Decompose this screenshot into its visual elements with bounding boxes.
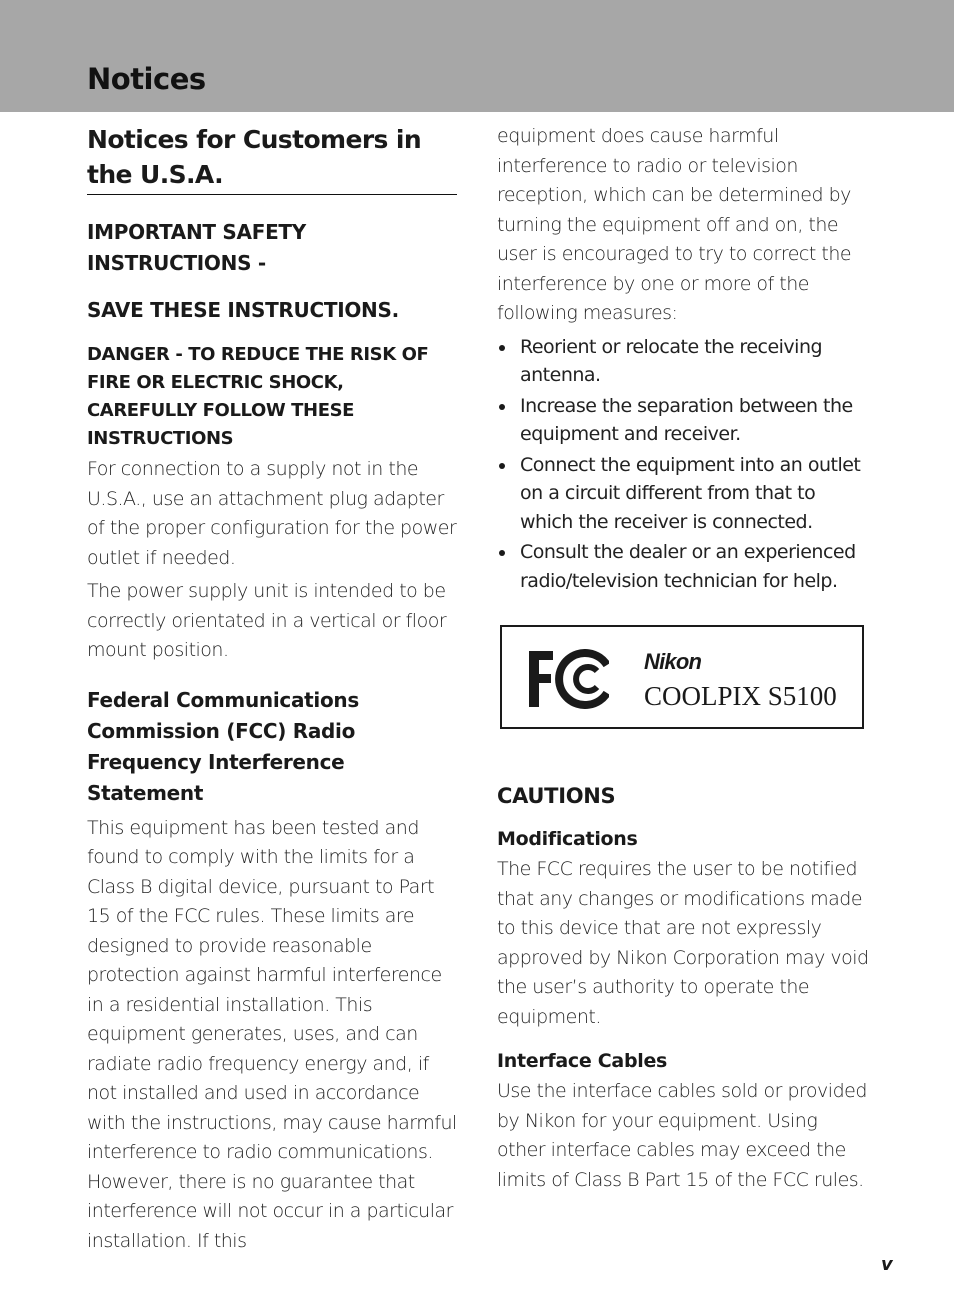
bullet-icon [499, 463, 505, 469]
danger-heading: DANGER - TO REDUCE THE RISK OF FIRE OR ELECTRIC SHOCK, CAREFULLY FOLLOW THESE INSTRUCTIONS [87, 344, 429, 449]
page-title: Notices [87, 62, 206, 96]
brand-logo: Nikon [644, 649, 702, 674]
modifications-heading: Modifications [497, 828, 638, 850]
interface-cables-heading: Interface Cables [497, 1050, 668, 1072]
bullet-icon [499, 550, 505, 556]
save-heading: SAVE THESE INSTRUCTIONS. [87, 298, 399, 322]
modifications-paragraph: The FCC requires the user to be notified that any changes or modifications made to this device that are not expressly approved by Nikon Corporation may void the user’s authority to operate the equipment. [497, 858, 869, 1028]
fcc-logo-icon [527, 649, 609, 709]
interface-cables-paragraph: Use the interface cables sold or provided by Nikon for your equipment. Using other interface cables may exceed the limits of Class B Part 15 of the FCC rules. [497, 1080, 867, 1191]
continued-paragraph: equipment does cause harmful interference to radio or television reception, which can be determined by turning the equipment off and on, the user is encouraged to try to correct the interference by one or more of the following measures: [497, 125, 852, 324]
cautions-heading: CAUTIONS [497, 784, 616, 808]
page-header [0, 0, 954, 112]
measures-list [497, 333, 869, 596]
list-item: Consult the dealer or an experienced radio/television technician for help. [497, 538, 869, 595]
fcc-paragraph: This equipment has been tested and found to comply with the limits for a Class B digital device, pursuant to Part 15 of the FCC rules. These limits are designed to provide reasonable protection against harmful interference in a residential installation. This equipment generates, uses, and can radiate radio frequency energy and, if not installed and used in accordance with the instructions, may cause harmful interference to radio communications. However, there is no guarantee that interference will not occur in a particular installation. If this [87, 816, 457, 1252]
power-supply-paragraph: The power supply unit is intended to be correctly orientated in a vertical or floor mount position. [87, 580, 447, 661]
list-item: Increase the separation between the equipment and receiver. [497, 392, 869, 449]
model-name: COOLPIX S5100 [644, 681, 837, 711]
safety-heading: IMPORTANT SAFETY INSTRUCTIONS - [87, 220, 306, 275]
section-title: Notices for Customers in the U.S.A. [87, 122, 457, 195]
list-item: Connect the equipment into an outlet on a circuit different from that to which the receiver is connected. [497, 451, 869, 537]
bullet-icon [499, 345, 505, 351]
left-column [87, 122, 457, 1256]
list-item: Reorient or relocate the receiving antenna. [497, 333, 869, 390]
right-column [497, 122, 869, 1195]
fcc-heading: Federal Communications Commission (FCC) Radio Frequency Interference Statement [87, 687, 359, 805]
bullet-icon [499, 404, 505, 410]
page-number: v [881, 1254, 893, 1275]
fcc-label-box [500, 625, 864, 729]
connection-paragraph: For connection to a supply not in the U.S.A., use an attachment plug adapter of the proper configuration for the power outlet if needed. [87, 458, 457, 569]
